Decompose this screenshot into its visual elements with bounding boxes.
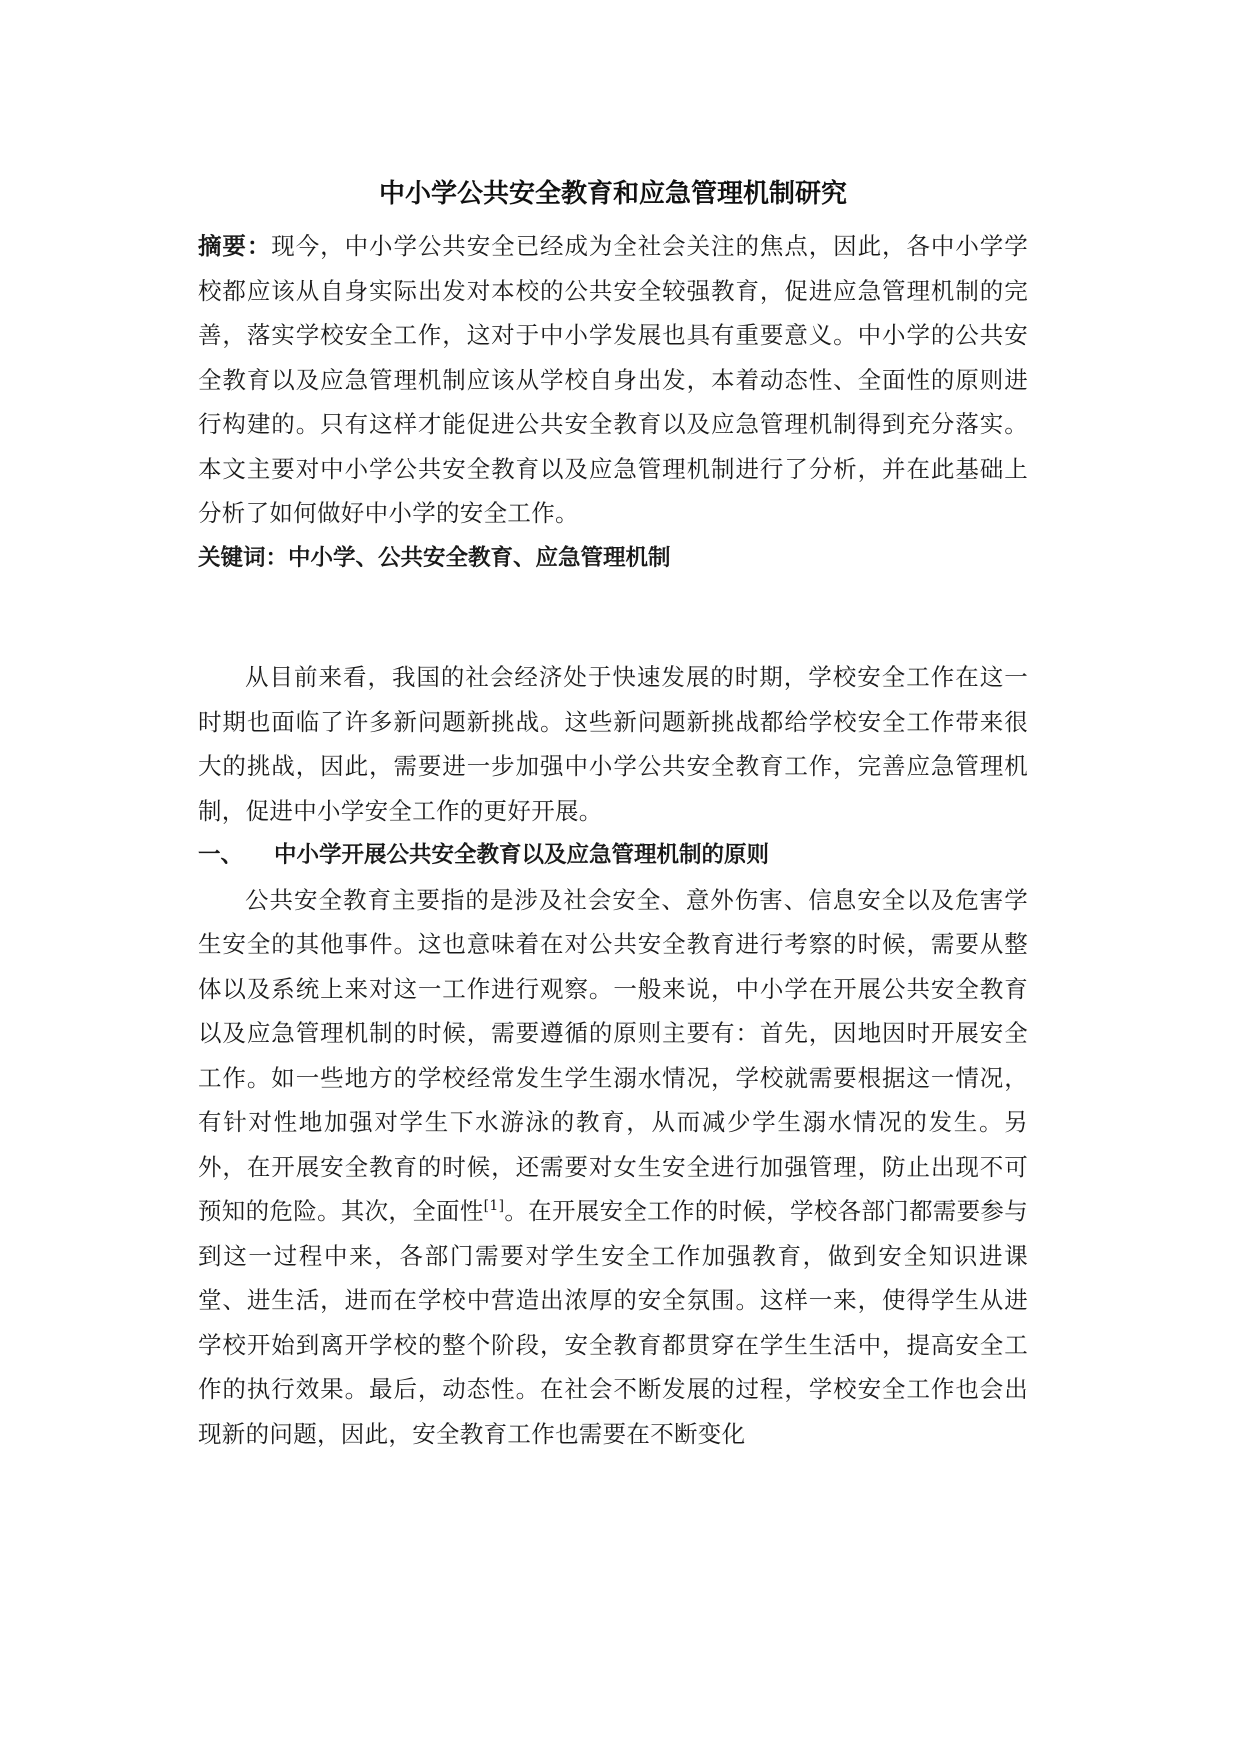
- document-title: 中小学公共安全教育和应急管理机制研究: [378, 179, 847, 209]
- section-number: 一、: [198, 842, 244, 868]
- document-body: [198, 168, 1028, 1456]
- section-paragraph-part2: 。在开展安全工作的时候，学校各部门都需要参与到这一过程中来，各部门需要对学生安全工作加强教育，做到安全知识进课堂、进生活，进而在学校中营造出浓厚的安全氛围。这样一来，使得学生从进学校开始到离开学校的整个阶段，安全教育都贯穿在学生生活中，提高安全工作的执行效果。最后，动态性。在社会不断发展的过程，学校安全工作也会出现新的问题，因此，安全教育工作也需要在不断变化: [198, 1197, 1028, 1448]
- section-spacer: [198, 580, 1028, 655]
- citation-ref[interactable]: [1]: [483, 1198, 505, 1215]
- section-heading-text: 中小学开展公共安全教育以及应急管理机制的原则: [274, 842, 770, 868]
- intro-paragraph: 从目前来看，我国的社会经济处于快速发展的时期，学校安全工作在这一时期也面临了许多新问题新挑战。这些新问题新挑战都给学校安全工作带来很大的挑战，因此，需要进一步加强中小学公共安全教育工作，完善应急管理机制，促进中小学安全工作的更好开展。: [198, 663, 1028, 825]
- abstract-label: 摘要：: [198, 232, 272, 260]
- abstract-paragraph: [198, 224, 1028, 536]
- section-heading: [198, 833, 1028, 878]
- section-paragraph: [198, 878, 1028, 1457]
- section-paragraph-part1: 公共安全教育主要指的是涉及社会安全、意外伤害、信息安全以及危害学生安全的其他事件。这也意味着在对公共安全教育进行考察的时候，需要从整体以及系统上来对这一工作进行观察。一般来说，中小学在开展公共安全教育以及应急管理机制的时候，需要遵循的原则主要有：首先，因地因时开展安全工作。如一些地方的学校经常发生学生溺水情况，学校就需要根据这一情况，有针对性地加强对学生下水游泳的教育，从而减少学生溺水情况的发生。另外，在开展安全教育的时候，还需要对女生安全进行加强管理，防止出现不可预知的危险。其次，全面性: [198, 885, 1028, 1225]
- keywords-line: 关键词：中小学、公共安全教育、应急管理机制: [198, 544, 671, 571]
- abstract-text: 现今，中小学公共安全已经成为全社会关注的焦点，因此，各中小学学校都应该从自身实际出发对本校的公共安全较强教育，促进应急管理机制的完善，落实学校安全工作，这对于中小学发展也具有重要意义。中小学的公共安全教育以及应急管理机制应该从学校自身出发，本着动态性、全面性的原则进行构建的。只有这样才能促进公共安全教育以及应急管理机制得到充分落实。本文主要对中小学公共安全教育以及应急管理机制进行了分析，并在此基础上分析了如何做好中小学的安全工作。: [198, 232, 1028, 527]
